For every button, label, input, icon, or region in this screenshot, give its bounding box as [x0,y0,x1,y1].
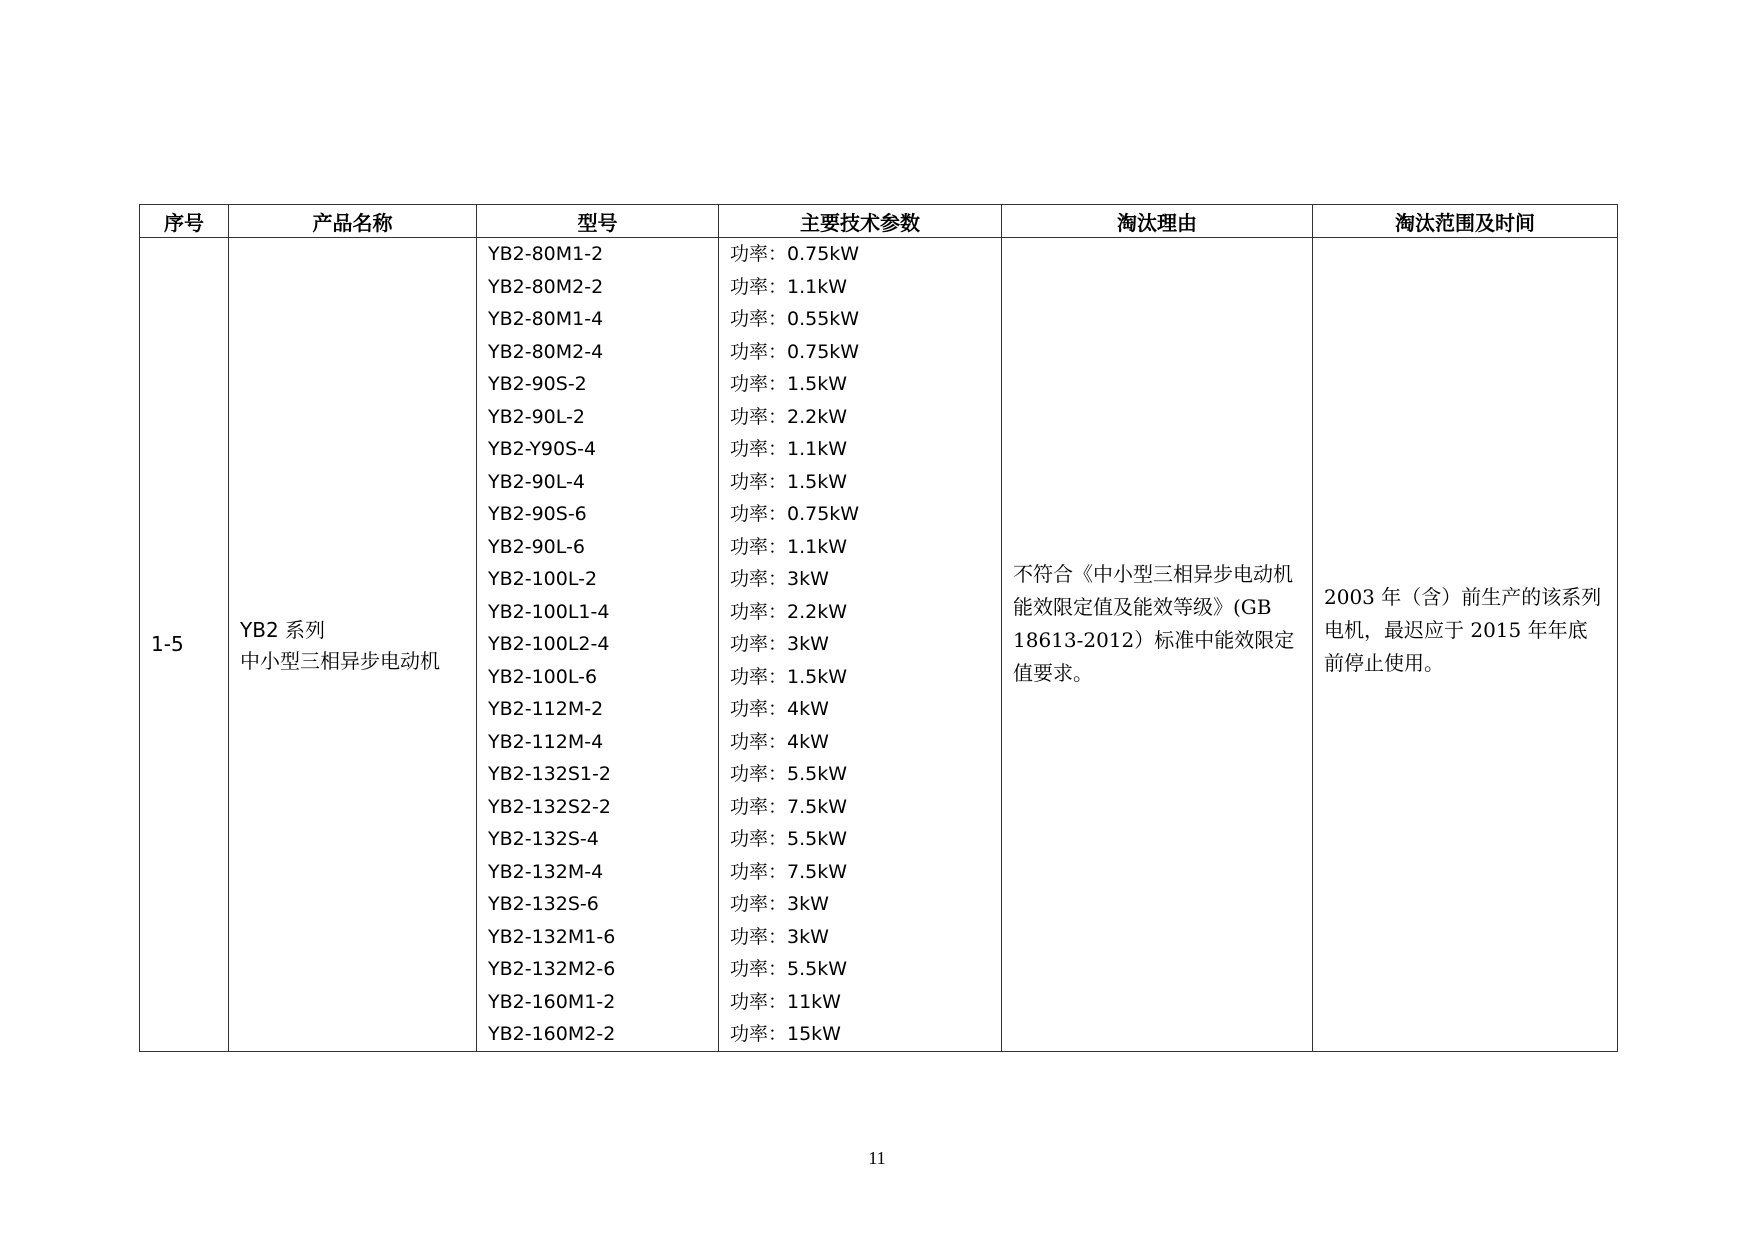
param-item: 功率：0.75kW [730,243,860,265]
model-item: YB2-90L-6 [488,535,585,558]
model-item: YB2-132S-6 [488,893,599,915]
product-name-line1: YB2 系列 [240,617,326,642]
param-item: 功率：3kW [730,925,829,948]
model-item: YB2-160M1-2 [488,990,616,1013]
model-list [477,238,718,1051]
page-number: 11 [868,1148,886,1168]
param-item: 功率：1.5kW [730,470,848,493]
model-item: YB2-132M-4 [488,860,604,883]
elimination-table [139,204,1618,1052]
param-item: 功率：1.1kW [730,535,848,558]
param-item: 功率：1.1kW [730,438,848,460]
model-item: YB2-90L-4 [488,470,585,493]
model-item: YB2-132S2-2 [488,795,611,818]
param-item: 功率：15kW [730,1023,841,1045]
param-item: 功率：1.5kW [730,665,848,688]
model-item: YB2-80M1-2 [488,243,604,265]
model-item: YB2-132M1-6 [488,925,616,948]
param-item: 功率：1.1kW [730,275,848,298]
header-scope-time: 淘汰范围及时间 [1313,205,1618,238]
param-item: 功率：5.5kW [730,763,848,785]
param-item: 功率：0.75kW [730,340,860,363]
param-item: 功率：2.2kW [730,600,848,623]
model-item: YB2-132M2-6 [488,958,616,980]
model-item: YB2-132S1-2 [488,763,611,785]
params-list [719,238,1001,1051]
param-item: 功率：5.5kW [730,958,848,980]
product-name-cell [229,238,477,1052]
serial-cell: 1-5 [140,238,229,1052]
param-item: 功率：1.5kW [730,373,848,395]
param-item: 功率：4kW [730,730,829,753]
header-model: 型号 [477,205,719,238]
param-item: 功率：3kW [730,568,829,590]
model-item: YB2-80M2-2 [488,275,604,298]
header-reason: 淘汰理由 [1002,205,1313,238]
model-list-cell [477,238,719,1052]
header-product-name: 产品名称 [229,205,477,238]
model-item: YB2-80M2-4 [488,340,604,363]
model-item: YB2-100L1-4 [488,600,610,623]
param-item: 功率：0.55kW [730,308,860,330]
param-item: 功率：11kW [730,990,841,1013]
param-item: 功率：3kW [730,633,829,655]
model-item: YB2-80M1-4 [488,308,604,330]
param-item: 功率：5.5kW [730,828,848,850]
params-list-cell [719,238,1002,1052]
model-item: YB2-160M2-2 [488,1023,616,1045]
model-item: YB2-112M-2 [488,698,604,720]
model-item: YB2-132S-4 [488,828,599,850]
param-item: 功率：3kW [730,893,829,915]
product-name-line2: 中小型三相异步电动机 [240,648,440,673]
scope-cell: 2003 年（含）前生产的该系列电机，最迟应于 2015 年年底前停止使用。 [1313,238,1618,1052]
reason-cell: 不符合《中小型三相异步电动机能效限定值及能效等级》(GB 18613-2012）标准中能效限定值要求。 [1002,238,1313,1052]
model-item: YB2-90S-6 [488,503,587,525]
model-item: YB2-90S-2 [488,373,587,395]
model-item: YB2-100L2-4 [488,633,610,655]
model-item: YB2-Y90S-4 [488,438,597,460]
table-row [140,238,1618,1052]
param-item: 功率：0.75kW [730,503,860,525]
model-item: YB2-100L-6 [488,665,598,688]
table-header-row [140,205,1618,238]
param-item: 功率：7.5kW [730,860,848,883]
model-item: YB2-90L-2 [488,405,585,428]
model-item: YB2-112M-4 [488,730,604,753]
param-item: 功率：2.2kW [730,405,848,428]
param-item: 功率：4kW [730,698,829,720]
header-main-params: 主要技术参数 [719,205,1002,238]
param-item: 功率：7.5kW [730,795,848,818]
header-serial: 序号 [140,205,229,238]
model-item: YB2-100L-2 [488,568,598,590]
